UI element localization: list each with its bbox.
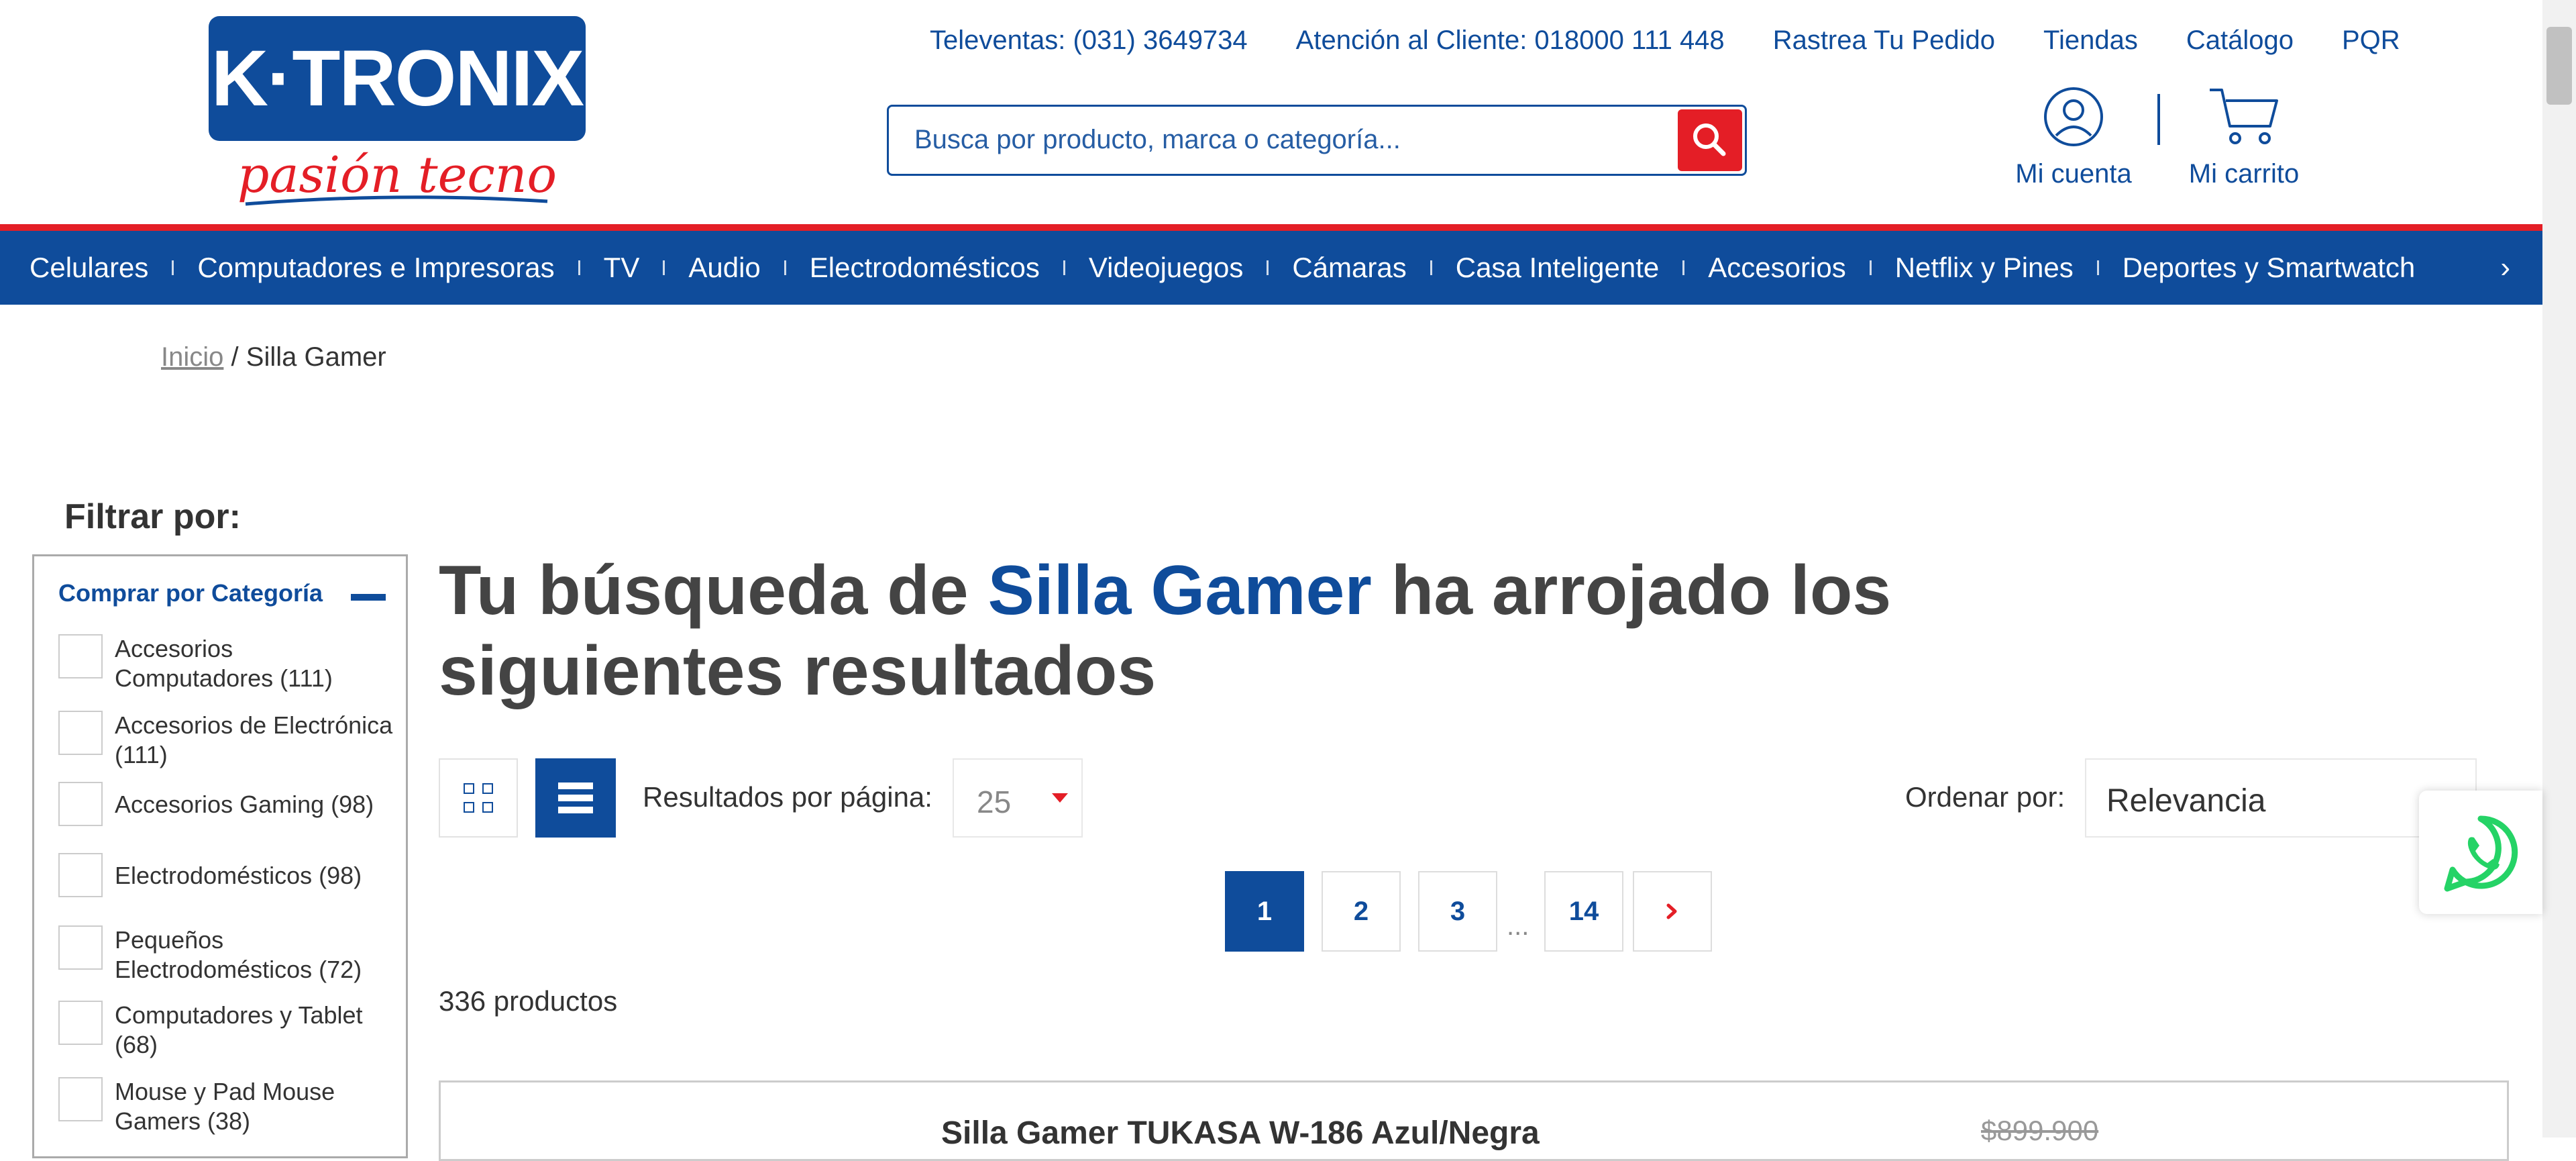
grid-view-icon bbox=[440, 760, 517, 836]
search-button[interactable] bbox=[1678, 109, 1742, 171]
chevron-right-icon bbox=[1634, 872, 1711, 950]
logo-brand-text: K·TRONIX bbox=[211, 34, 584, 123]
next-page-button[interactable] bbox=[1633, 871, 1712, 952]
breadcrumb-current: Silla Gamer bbox=[246, 342, 386, 372]
cart-label: Mi carrito bbox=[2188, 159, 2300, 189]
search-input[interactable] bbox=[898, 116, 1601, 163]
collapse-minus-icon[interactable] bbox=[351, 594, 386, 601]
results-heading bbox=[439, 550, 2049, 711]
category-filter-panel bbox=[32, 554, 408, 1158]
filter-checkbox[interactable] bbox=[58, 711, 103, 755]
sort-value: Relevancia bbox=[2106, 783, 2266, 819]
nav-item-casa-inteligente[interactable] bbox=[1407, 252, 1660, 284]
ktronix-logo[interactable] bbox=[209, 16, 586, 208]
nav-item-deportes[interactable] bbox=[2074, 252, 2416, 284]
nav-item-label: TV bbox=[603, 252, 640, 283]
nav-item-label: Electrodomésticos bbox=[809, 252, 1040, 283]
top-link-tiendas[interactable]: Tiendas bbox=[2043, 25, 2138, 55]
results-per-page-select[interactable] bbox=[953, 758, 1083, 838]
filter-label: Mouse y Pad Mouse Gamers (38) bbox=[115, 1078, 335, 1135]
caret-down-icon bbox=[1052, 793, 1068, 803]
nav-item-label: Netflix y Pines bbox=[1894, 252, 2074, 283]
nav-item-label: Accesorios bbox=[1708, 252, 1846, 283]
nav-item-label: Videojuegos bbox=[1088, 252, 1244, 283]
nav-item-tv[interactable] bbox=[555, 252, 640, 284]
nav-item-computadores[interactable] bbox=[148, 252, 554, 284]
scrollbar-thumb[interactable] bbox=[2546, 27, 2572, 105]
filter-label: Accesorios Gaming (98) bbox=[115, 791, 374, 818]
filter-checkbox[interactable] bbox=[58, 1001, 103, 1045]
nav-item-label: Computadores e Impresoras bbox=[197, 252, 555, 283]
top-link-rastrea[interactable]: Rastrea Tu Pedido bbox=[1772, 25, 1995, 55]
filter-label: Computadores y Tablet (68) bbox=[115, 1001, 363, 1058]
nav-item-celulares[interactable] bbox=[30, 252, 148, 284]
category-filter-heading[interactable]: Comprar por Categoría bbox=[58, 579, 323, 607]
nav-item-netflix[interactable] bbox=[1846, 252, 2074, 284]
page-button-2[interactable]: 2 bbox=[1322, 871, 1401, 952]
account-label: Mi cuenta bbox=[2015, 159, 2132, 189]
filter-checkbox[interactable] bbox=[58, 853, 103, 897]
whatsapp-button[interactable] bbox=[2419, 791, 2542, 914]
filter-checkbox[interactable] bbox=[58, 782, 103, 826]
list-view-button[interactable] bbox=[535, 758, 616, 838]
nav-item-label: Audio bbox=[688, 252, 761, 283]
page-button-14[interactable]: 14 bbox=[1544, 871, 1623, 952]
sort-select[interactable] bbox=[2085, 758, 2477, 838]
category-nav bbox=[0, 231, 2542, 305]
top-link-catalogo[interactable]: Catálogo bbox=[2186, 25, 2294, 55]
search-icon bbox=[1678, 109, 1742, 171]
page-ellipsis: ... bbox=[1507, 911, 1529, 941]
account-link[interactable] bbox=[2010, 85, 2137, 189]
logo-tagline: pasión tecno bbox=[237, 146, 557, 204]
search-bar bbox=[887, 105, 1747, 176]
heading-query: Silla Gamer bbox=[987, 552, 1372, 629]
nav-next-arrow-icon[interactable]: › bbox=[2500, 251, 2510, 284]
page-button-1[interactable]: 1 bbox=[1225, 871, 1304, 952]
filter-label: Pequeños Electrodomésticos (72) bbox=[115, 926, 362, 983]
nav-item-electrodomesticos[interactable] bbox=[761, 252, 1040, 284]
product-title[interactable]: Silla Gamer TUKASA W-186 Azul/Negra bbox=[941, 1115, 1540, 1151]
top-link-televentas[interactable]: Televentas: (031) 3649734 bbox=[930, 25, 1248, 55]
page-button-3[interactable]: 3 bbox=[1418, 871, 1497, 952]
top-link-pqr[interactable]: PQR bbox=[2341, 25, 2400, 55]
nav-item-label: Casa Inteligente bbox=[1455, 252, 1660, 283]
grid-view-button[interactable] bbox=[439, 758, 518, 838]
logo-swoosh-icon bbox=[242, 192, 551, 208]
breadcrumb-separator: / bbox=[231, 342, 239, 372]
header-accent-line bbox=[0, 224, 2542, 231]
filter-title: Filtrar por: bbox=[64, 497, 241, 536]
filter-label: Accesorios de Electrónica (111) bbox=[115, 711, 393, 768]
product-count: 336 productos bbox=[439, 985, 618, 1017]
nav-item-label: Deportes y Smartwatch bbox=[2122, 252, 2416, 283]
filter-label: Electrodomésticos (98) bbox=[115, 862, 362, 889]
results-per-page-value: 25 bbox=[977, 785, 1012, 819]
breadcrumb bbox=[161, 342, 386, 372]
heading-suffix: ha arrojado los siguientes resultados bbox=[439, 552, 1892, 710]
breadcrumb-home-link[interactable]: Inicio bbox=[161, 342, 224, 372]
page-scrollbar[interactable] bbox=[2542, 0, 2576, 1138]
filter-checkbox[interactable] bbox=[58, 925, 103, 970]
cart-link[interactable] bbox=[2180, 85, 2308, 189]
header-divider bbox=[2157, 94, 2160, 145]
list-view-icon bbox=[535, 758, 616, 838]
cart-icon bbox=[2207, 85, 2281, 149]
nav-item-label: Celulares bbox=[30, 252, 149, 283]
sort-label: Ordenar por: bbox=[1905, 781, 2065, 813]
results-per-page-label: Resultados por página: bbox=[643, 781, 932, 813]
user-icon bbox=[2041, 85, 2106, 149]
whatsapp-icon bbox=[2419, 791, 2542, 914]
nav-item-audio[interactable] bbox=[639, 252, 760, 284]
nav-item-accesorios[interactable] bbox=[1659, 252, 1845, 284]
top-link-atencion[interactable]: Atención al Cliente: 018000 111 448 bbox=[1295, 25, 1725, 55]
product-card[interactable] bbox=[439, 1080, 2509, 1161]
filter-checkbox[interactable] bbox=[58, 634, 103, 678]
top-links bbox=[930, 20, 2400, 60]
filter-label: Accesorios Computadores (111) bbox=[115, 635, 333, 692]
product-old-price: $899.900 bbox=[1981, 1115, 2099, 1146]
nav-item-videojuegos[interactable] bbox=[1040, 252, 1243, 284]
heading-prefix: Tu búsqueda de bbox=[439, 552, 988, 629]
filter-checkbox[interactable] bbox=[58, 1077, 103, 1121]
nav-item-label: Cámaras bbox=[1292, 252, 1407, 283]
nav-item-camaras[interactable] bbox=[1243, 252, 1406, 284]
